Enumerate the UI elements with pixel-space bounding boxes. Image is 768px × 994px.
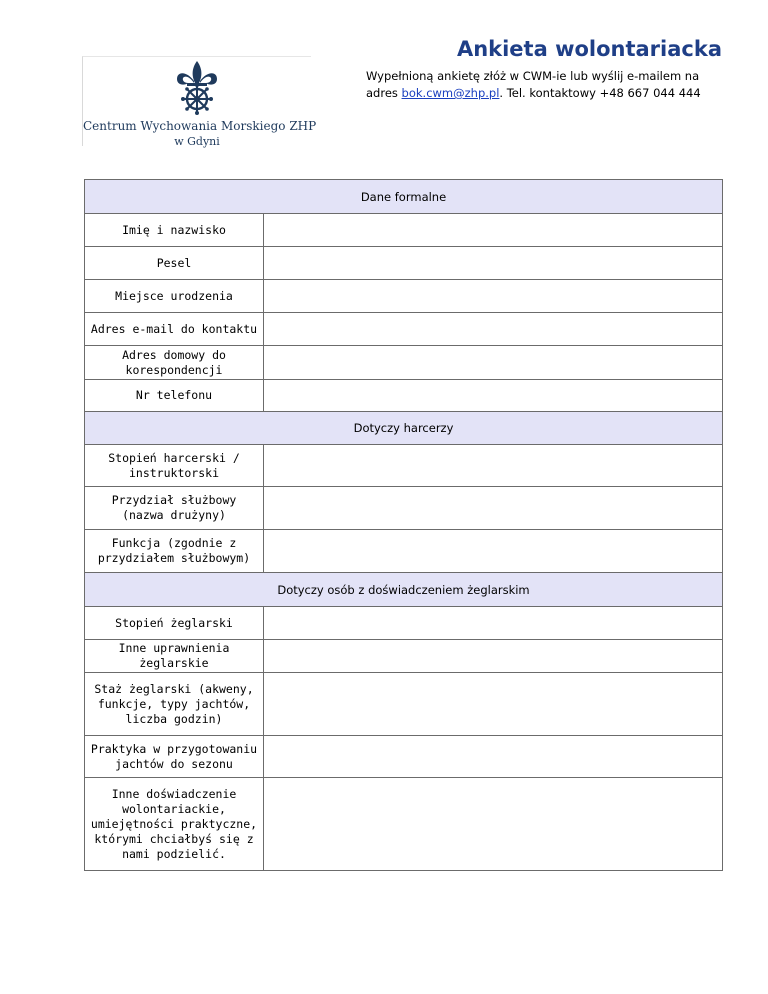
sailing-experience-field[interactable] <box>264 673 723 736</box>
section-title-sailing: Dotyczy osób z doświadczeniem żeglarskim <box>85 573 723 607</box>
table-row <box>85 530 723 573</box>
scout-rank-field[interactable] <box>264 445 723 487</box>
table-row <box>85 640 723 673</box>
table-row <box>85 214 723 247</box>
yacht-preparation-field[interactable] <box>264 736 723 778</box>
field-label: Nr telefonu <box>85 380 264 412</box>
logo-city: w Gdyni <box>174 135 220 148</box>
field-label: Imię i nazwisko <box>85 214 264 247</box>
table-row <box>85 445 723 487</box>
field-label: Inne uprawnienia żeglarskie <box>85 640 264 673</box>
section-header-row <box>85 180 723 214</box>
table-row <box>85 487 723 530</box>
instructions-phone-text: . Tel. kontaktowy +48 667 044 444 <box>499 86 701 100</box>
table-row <box>85 280 723 313</box>
table-row <box>85 346 723 380</box>
home-address-field[interactable] <box>264 346 723 380</box>
other-experience-field[interactable] <box>264 778 723 871</box>
assignment-field[interactable] <box>264 487 723 530</box>
phone-field[interactable] <box>264 380 723 412</box>
field-label: Miejsce urodzenia <box>85 280 264 313</box>
section-header-row <box>85 412 723 445</box>
section-title-formal: Dane formalne <box>85 180 723 214</box>
table-row <box>85 607 723 640</box>
instructions-text: Wypełnioną ankietę złóż w CWM-ie lub wyślij e-mailem na adres <box>366 69 700 100</box>
table-row <box>85 778 723 871</box>
name-field[interactable] <box>264 214 723 247</box>
fleur-de-lis-ship-wheel-icon <box>167 59 227 115</box>
volunteer-form-table <box>84 179 723 871</box>
section-header-row <box>85 573 723 607</box>
field-label: Staż żeglarski (akweny, funkcje, typy jachtów, liczba godzin) <box>85 673 264 736</box>
table-row <box>85 313 723 346</box>
section-title-scouts: Dotyczy harcerzy <box>85 412 723 445</box>
field-label: Adres e-mail do kontaktu <box>85 313 264 346</box>
table-row <box>85 380 723 412</box>
field-label: Praktyka w przygotowaniu jachtów do sezonu <box>85 736 264 778</box>
table-row <box>85 673 723 736</box>
field-label: Pesel <box>85 247 264 280</box>
field-label: Stopień harcerski / instruktorski <box>85 445 264 487</box>
document-title: Ankieta wolontariacka <box>456 37 722 61</box>
sailing-rank-field[interactable] <box>264 607 723 640</box>
table-row <box>85 247 723 280</box>
pesel-field[interactable] <box>264 247 723 280</box>
table-row <box>85 736 723 778</box>
field-label: Funkcja (zgodnie z przydziałem służbowym) <box>85 530 264 573</box>
sailing-licenses-field[interactable] <box>264 640 723 673</box>
field-label: Przydział służbowy (nazwa drużyny) <box>85 487 264 530</box>
document-instructions <box>366 68 726 102</box>
email-field[interactable] <box>264 313 723 346</box>
organization-logo <box>82 56 317 148</box>
birthplace-field[interactable] <box>264 280 723 313</box>
field-label: Inne doświadczenie wolontariackie, umiejętności praktyczne, którymi chciałbyś się z nami podzielić. <box>85 778 264 871</box>
logo-organization-name: Centrum Wychowania Morskiego ZHP <box>83 119 317 133</box>
function-field[interactable] <box>264 530 723 573</box>
field-label: Stopień żeglarski <box>85 607 264 640</box>
field-label: Adres domowy do korespondencji <box>85 346 264 380</box>
contact-email-link[interactable]: bok.cwm@zhp.pl <box>401 86 500 100</box>
